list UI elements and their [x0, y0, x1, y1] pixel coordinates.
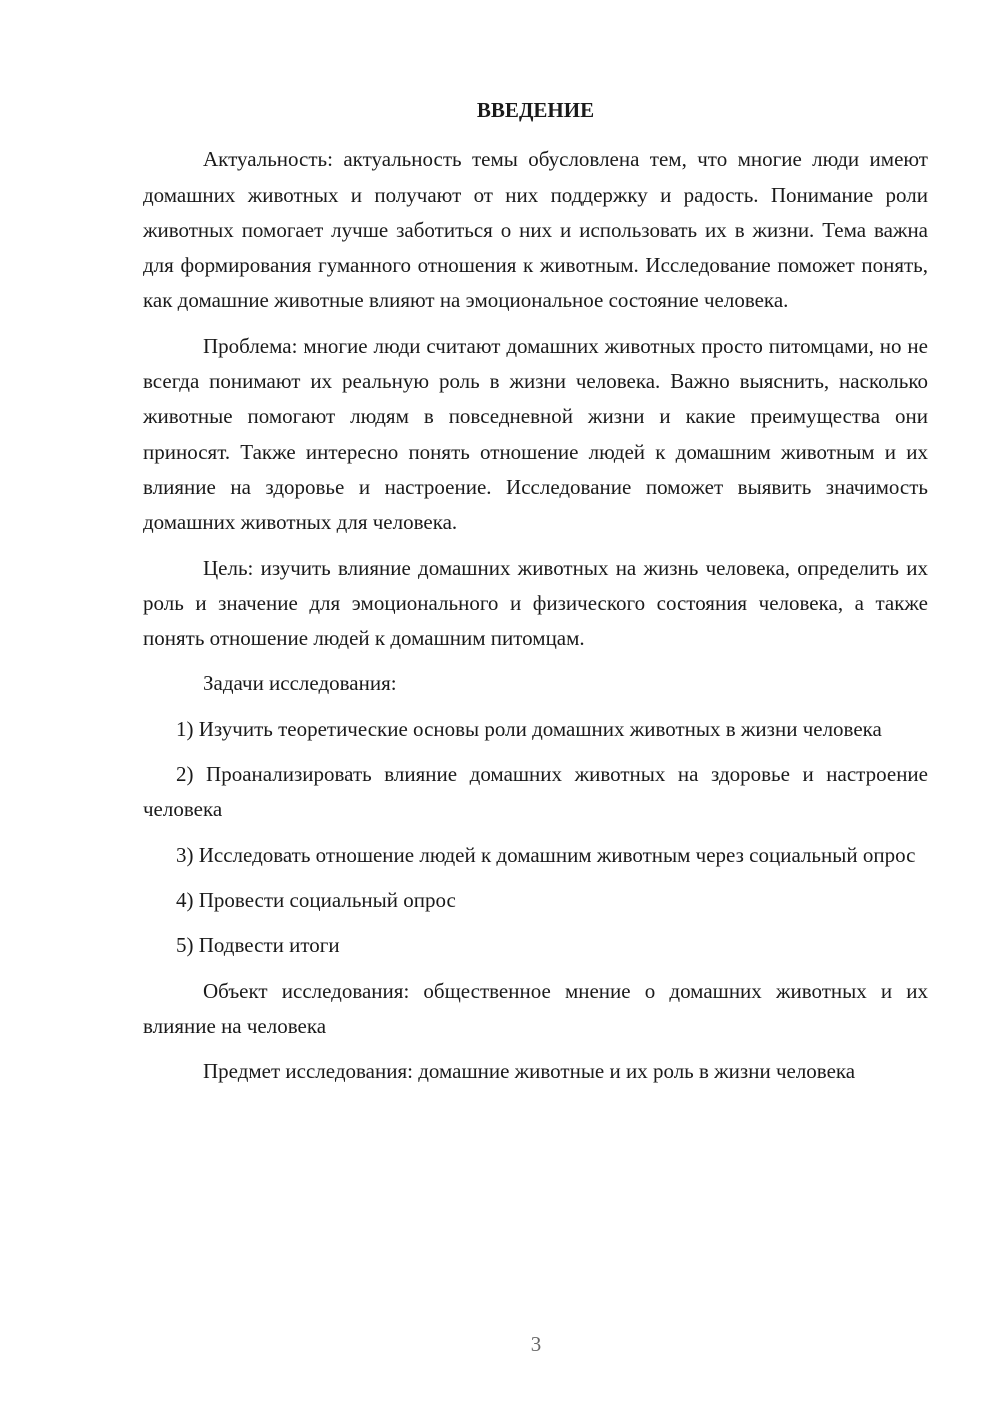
paragraph-goal: Цель: изучить влияние домашних животных на жизнь человека, определить их роль и значение для эмоционального и физического состояния человека, а также понять отношение людей к домашним питомцам.: [143, 555, 928, 651]
task-item: 2) Проанализировать влияние домашних животных на здоровье и настроение человека: [143, 762, 928, 822]
page-number: 3: [530, 1332, 542, 1356]
paragraph-problem: Проблема: многие люди считают домашних животных просто питомцами, но не всегда понимают их реальную роль в жизни человека. Важно выяснить, насколько животные помогают людям в повседневной жизни и какие преимущества они приносят. Также интересно понять отношение людей к домашним животным и их влияние на здоровье и настроение. Исследование поможет выявить значимость домашних животных для человека.: [143, 333, 928, 535]
task-item: 1) Изучить теоретические основы роли домашних животных в жизни человека: [176, 716, 882, 741]
paragraph-object: Объект исследования: общественное мнение о домашних животных и их влияние на человека: [143, 978, 928, 1038]
paragraph-relevance: Актуальность: актуальность темы обусловлена тем, что многие люди имеют домашних животных и получают от них поддержку и радость. Понимание роли животных помогает лучше заботиться о них и использовать их в жизни. Тема важна для формирования гуманного отношения к животным. Исследование поможет понять, как домашние животные влияют на эмоциональное состояние человека.: [143, 147, 928, 313]
task-item: 5) Подвести итоги: [176, 933, 340, 958]
paragraph-subject: Предмет исследования: домашние животные и их роль в жизни человека: [203, 1059, 856, 1084]
section-title: ВВЕДЕНИЕ: [476, 98, 595, 122]
task-item: 4) Провести социальный опрос: [176, 887, 456, 912]
paragraph-tasks-heading: Задачи исследования:: [203, 671, 397, 696]
task-item: 3) Исследовать отношение людей к домашним животным через социальный опрос: [176, 842, 916, 867]
document-page: [143, 93, 928, 1099]
